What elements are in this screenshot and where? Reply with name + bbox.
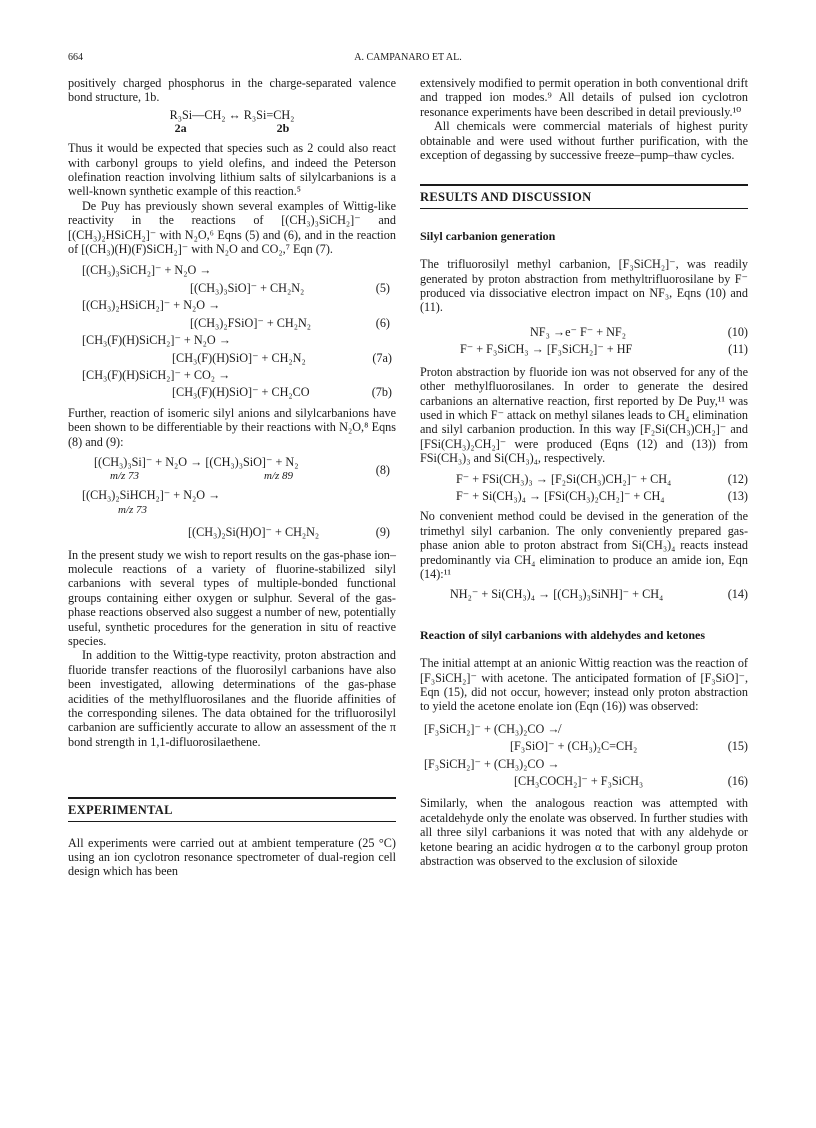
equation-number: (11) <box>728 342 748 357</box>
equation-number: (7b) <box>371 385 392 400</box>
structure-label-2a: 2a <box>174 121 187 136</box>
equation-12: F⁻ + FSi(CH₃)₃ → [F₂Si(CH₃)CH₂]⁻ + CH₄ (12) <box>456 471 748 486</box>
subsection-heading: Reaction of silyl carbanions with aldehydes and ketones <box>420 627 706 642</box>
paragraph: De Puy has previously shown several examples of Wittig-like reactivity in the reactions of [(CH₃)₃SiCH₂]⁻ and [(CH₃)₂HSiCH₂]⁻ with N₂O,⁶ Eqns (5) and (6), and in the reaction of [(CH₃)(H)(F)SiCH₂]⁻ with N₂O and CO₂,⁷ Eqn (7). <box>68 198 396 257</box>
running-title: A. CAMPANARO ET AL. <box>354 52 462 63</box>
equation-16-line1: [F₃SiCH₂]⁻ + (CH₃)₂CO → <box>424 756 560 771</box>
equation-5-line1: [(CH₃)₃SiCH₂]⁻ + N₂O → <box>82 263 212 278</box>
resonance-equation: R₃Si—CH₂ ↔ R₃Si=CH₂ <box>169 107 295 122</box>
mass-label: m/z 89 <box>264 470 294 483</box>
equation-16-line2: [CH₃COCH₂]⁻ + F₃SiCH₃ (16) <box>514 774 748 789</box>
paragraph: No convenient method could be devised in the generation of the trimethyl silyl carbanion. The only conveniently prepared gas-phase anion able to proton abstract from Si(CH₃)₄ reacts instead predominantly via CH₄ elimination to produce an amide ion, Eqn (14):¹¹ <box>420 509 748 581</box>
paragraph: In the present study we wish to report results on the gas-phase ion–molecule reactions of a variety of fluorine-stabilized silyl carbanions with several types of multiple-bonded functional groups containing either oxygen or sulphur. Several of the gas-phase reactions observed also suggest a number of new, potentially useful, synthetic procedures for the generation in situ of reactive species. <box>68 547 396 648</box>
equation-5-line2: [(CH₃)₃SiO]⁻ + CH₂N₂ (5) <box>190 280 390 295</box>
equation-number: (13) <box>727 488 748 503</box>
equation-7a-line1: [CH₃(F)(H)SiCH₂]⁻ + N₂O → <box>82 333 231 348</box>
equation-number: (7a) <box>372 350 392 365</box>
equation-9-line2: [(CH₃)₂Si(H)O]⁻ + CH₂N₂ (9) <box>188 525 390 540</box>
equation-10: NF₃ →e⁻ F⁻ + NF₂ (10) <box>530 324 748 339</box>
mass-label: m/z 73 <box>110 470 140 483</box>
equation-8: [(CH₃)₃Si]⁻ + N₂O → [(CH₃)₃SiO]⁻ + N₂ (8) <box>94 454 390 477</box>
paragraph: The trifluorosilyl methyl carbanion, [F₃SiCH₂]⁻, was readily generated by proton abstraction from methyltrifluorosilane by F⁻ produced via dissociative electron impact on NF₃, Eqns (10) and (11). <box>420 257 748 315</box>
right-column <box>420 76 748 868</box>
paragraph: All experiments were carried out at ambient temperature (25 °C) using an ion cyclotron resonance spectrometer of dual-region cell design which has been <box>68 835 396 879</box>
paragraph: All chemicals were commercial materials of highest purity obtainable and were used without further purification, with the exception of degassing by successive freeze–pump–thaw cycles. <box>420 119 748 163</box>
equation-15-line1: [F₃SiCH₂]⁻ + (CH₃)₂CO ↛ <box>424 721 560 736</box>
paragraph: Further, reaction of isomeric silyl anions and silylcarbanions have been shown to be differentiable by their reactions with N₂O,⁸ Eqns (8) and (9): <box>68 405 396 449</box>
equation-13: F⁻ + Si(CH₃)₄ → [FSi(CH₃)₂CH₂]⁻ + CH₄ (13) <box>456 488 748 503</box>
paragraph: In addition to the Wittig-type reactivity, proton abstraction and fluoride transfer reactions of the fluorosilyl carbanions have also been investigated, allowing determinations of the gas-phase acidities of the methylfluorosilanes and the fluoride affinities of the corresponding silenes. The data obtained for the trifluorosilyl carbanion are sufficiently accurate to allow an assessment of the π bond strength in 1,1-difluorosilaethene. <box>68 648 396 749</box>
resonance-structure <box>68 108 396 135</box>
section-heading-results: RESULTS AND DISCUSSION <box>420 184 748 208</box>
equation-11: F⁻ + F₃SiCH₃ → [F₃SiCH₂]⁻ + HF (11) <box>460 342 748 357</box>
left-column <box>68 76 396 879</box>
equation-number: (10) <box>727 324 748 339</box>
equation-number: (16) <box>727 774 748 789</box>
subsection-heading: Silyl carbanion generation <box>420 228 556 243</box>
equation-number: (8) <box>375 462 390 477</box>
equation-number: (5) <box>375 280 390 295</box>
equation-14: NH₂⁻ + Si(CH₃)₄ → [(CH₃)₃SiNH]⁻ + CH₄ (14) <box>450 587 748 602</box>
equation-number: (6) <box>375 315 390 330</box>
equation-7a-line2: [CH₃(F)(H)SiO]⁻ + CH₂N₂ (7a) <box>172 350 392 365</box>
equation-6-line2: [(CH₃)₂FSiO]⁻ + CH₂N₂ (6) <box>190 315 390 330</box>
equation-number: (9) <box>375 525 390 540</box>
equation-15-line2: [F₃SiO]⁻ + (CH₃)₂C=CH₂ (15) <box>510 739 748 754</box>
paragraph: extensively modified to permit operation in both conventional drift and trapped ion modes.⁹ All details of pulsed ion cyclotron resonance experiments have been described in detail previously.¹⁰ <box>420 76 748 119</box>
equation-number: (14) <box>727 587 748 602</box>
equation-7b-line1: [CH₃(F)(H)SiCH₂]⁻ + CO₂ → <box>82 367 231 382</box>
page-number: 664 <box>68 52 83 63</box>
section-heading-experimental: EXPERIMENTAL <box>68 797 396 821</box>
paragraph: Proton abstraction by fluoride ion was not observed for any of the other methylfluorosilanes. In order to generate the desired carbanions an alternative reaction, first reported by De Puy,¹¹ was used in which F⁻ attack on methyl silanes leads to CH₄ elimination and silyl carbanion production. In this way [F₂Si(CH₃)CH₂]⁻ and [FSi(CH₃)₂CH₂]⁻ were produced (Eqns (12) and (13)) from FSi(CH₃)₃ and Si(CH₃)₄, respectively. <box>420 364 748 466</box>
mass-label: m/z 73 <box>118 503 148 516</box>
equation-number: (12) <box>727 471 748 486</box>
paragraph: Similarly, when the analogous reaction was attempted with acetaldehyde only the enolate was observed. In further studies with all three silyl carbanions it was noted that with any aldehyde or ketone bearing an acidic hydrogen α to the carbonyl group proton abstraction was observed to the exclusion of siloxide <box>420 796 748 869</box>
mass-labels-8 <box>68 469 396 484</box>
equation-number: (15) <box>727 739 748 754</box>
paragraph: positively charged phosphorus in the charge-separated valence bond structure, 1b. <box>68 76 396 105</box>
equation-7b-line2: [CH₃(F)(H)SiO]⁻ + CH₂CO (7b) <box>172 385 392 400</box>
equation-9-line1: [(CH₃)₂SiHCH₂]⁻ + N₂O → <box>82 488 221 503</box>
paragraph: The initial attempt at an anionic Wittig reaction was the reaction of [F₃SiCH₂]⁻ with acetone. The anticipated formation of [F₃SiO]⁻, Eqn (15), did not occur, however; instead only proton abstraction to yield the acetone enolate ion (Eqn (16)) was observed: <box>420 656 748 714</box>
equation-6-line1: [(CH₃)₂HSiCH₂]⁻ + N₂O → <box>82 298 221 313</box>
structure-label-2b: 2b <box>276 121 290 136</box>
paragraph: Thus it would be expected that species such as 2 could also react with carbonyl groups to yield olefins, and indeed the Peterson olefination reaction involving lithium salts of silylcarbanions is a well-known synthetic example of this reaction.⁵ <box>68 141 396 199</box>
